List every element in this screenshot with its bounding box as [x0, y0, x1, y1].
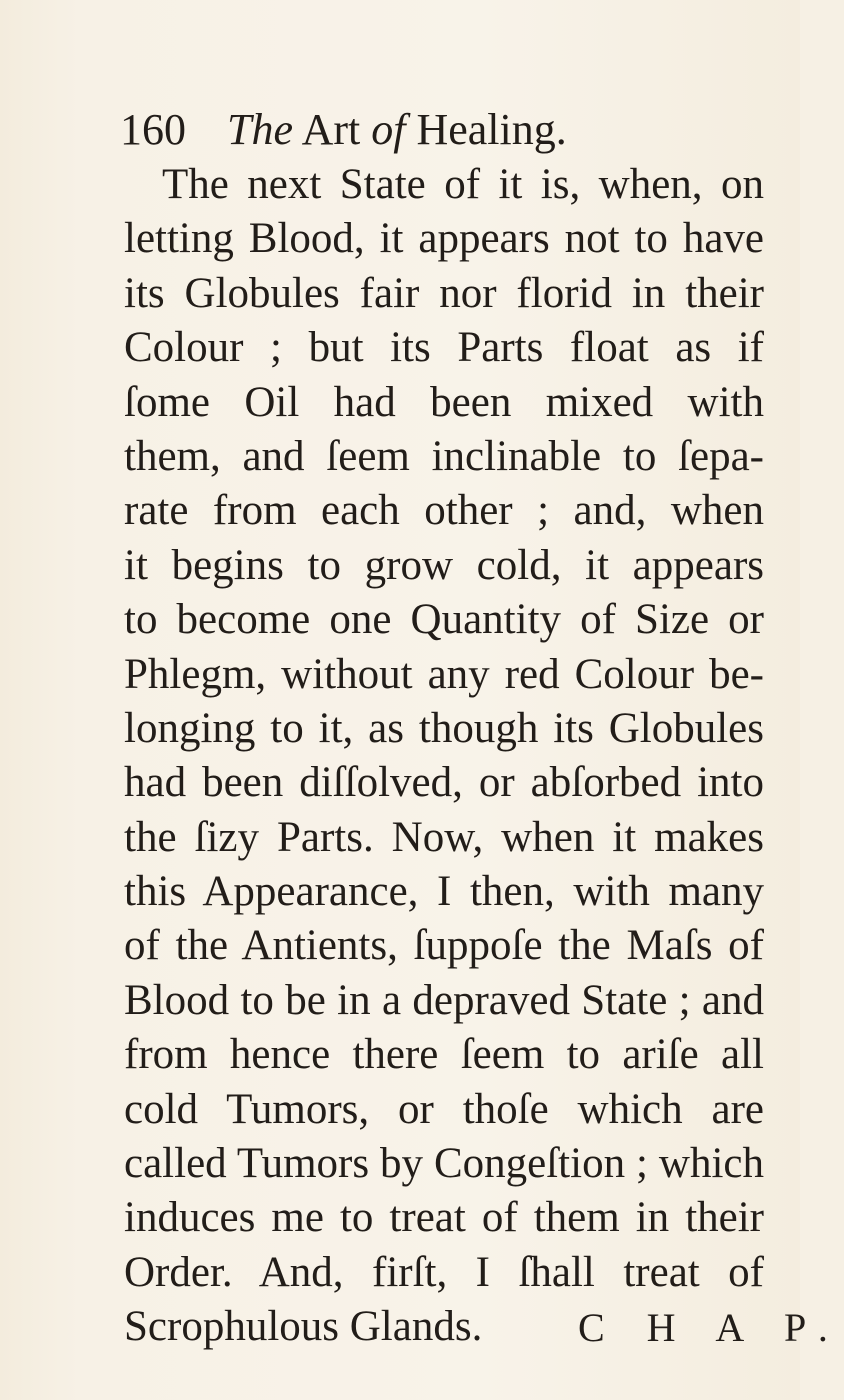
text-line: Colour ; but its Parts float as if: [124, 324, 764, 372]
text-line: induces me to treat of them in their: [124, 1194, 764, 1242]
catchword: C H A P.: [578, 1305, 844, 1350]
body-paragraph: [124, 158, 764, 1355]
text-line: had been diſſolved, or abſorbed into: [124, 759, 764, 807]
text-line: Scrophulous Glands.: [124, 1303, 483, 1351]
text-line: it begins to grow cold, it appears: [124, 541, 764, 589]
text-line: from hence there ſeem to ariſe all: [124, 1031, 764, 1079]
text-line: the ſizy Parts. Now, when it makes: [124, 813, 764, 861]
header-title-art: Art: [301, 105, 361, 154]
running-header: [120, 100, 760, 160]
text-line: The next State of it is, when, on: [162, 161, 764, 208]
header-title-healing: Healing.: [416, 105, 567, 154]
text-line: its Globules fair nor florid in their: [124, 269, 764, 317]
text-line: ſome Oil had been mixed with: [124, 378, 764, 426]
text-line: cold Tumors, or thoſe which are: [124, 1085, 764, 1133]
text-line: longing to it, as though its Globules: [124, 704, 764, 752]
text-line: this Appearance, I then, with many: [124, 868, 764, 916]
text-line: called Tumors by Congeſtion ; which: [124, 1140, 764, 1188]
text-line: Phlegm, without any red Colour be-: [124, 650, 764, 698]
text-line: Blood to be in a depraved State ; and: [124, 976, 764, 1024]
text-line: them, and ſeem inclinable to ſepa-: [124, 432, 764, 480]
text-line: of the Antients, ſuppoſe the Maſs of: [124, 922, 764, 970]
text-line: Order. And, firſt, I ſhall treat of: [124, 1248, 764, 1296]
header-title-the: The: [227, 105, 293, 154]
text-line: letting Blood, it appears not to have: [124, 215, 764, 263]
text-line: rate from each other ; and, when: [124, 487, 764, 535]
page-number: 160: [120, 105, 186, 154]
header-title-of: of: [371, 105, 406, 154]
text-line: to become one Quantity of Size or: [124, 596, 764, 644]
